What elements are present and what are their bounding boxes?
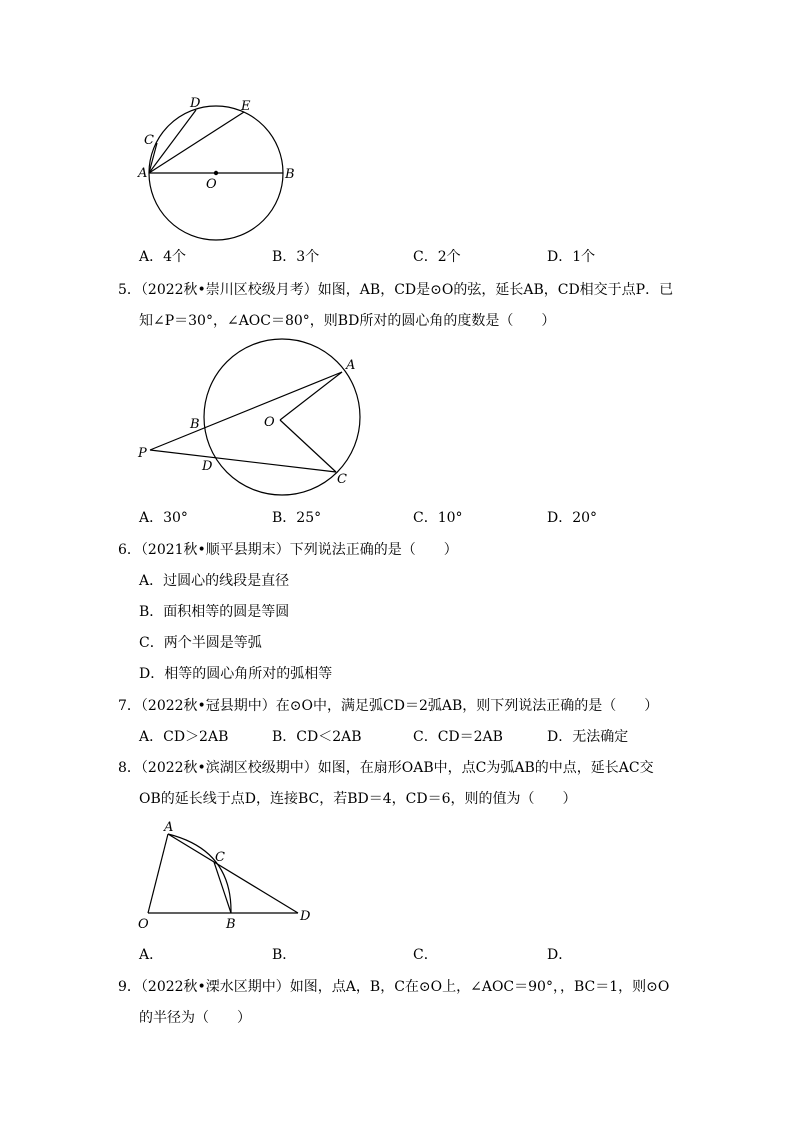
q6-option-c[interactable]: C．两个半圆是等弧 (139, 635, 262, 651)
figure-q5-label-d: D (202, 459, 213, 474)
figure-q5-label-c: C (337, 472, 347, 487)
figure-q5-label-b: B (190, 417, 200, 432)
figure-q5-label-o: O (264, 415, 275, 430)
q6-option-a[interactable]: A．过圆心的线段是直径 (139, 573, 290, 589)
q5-option-c[interactable]: C．10° (413, 510, 463, 526)
q9-stem-line-2: 的半径为（ ） (139, 1010, 251, 1026)
q7-option-b[interactable]: B．CD＜2AB (272, 729, 362, 745)
q5-stem-line-2: 知∠P＝30°，∠AOC＝80°，则BD所对的圆心角的度数是（ ） (139, 313, 556, 329)
q5-option-d[interactable]: D．20° (547, 510, 598, 526)
figure-q8-label-c: C (215, 850, 225, 865)
figure-q8-label-b: B (226, 917, 236, 932)
q8-stem-line-2: OB的延长线于点D，连接BC，若BD＝4，CD＝6，则的值为（ ） (139, 791, 577, 807)
q7-option-d[interactable]: D．无法确定 (547, 729, 629, 745)
figure-q8-radius-oa (148, 834, 168, 913)
figure-1-label-o: O (206, 177, 217, 192)
q7-stem-line-1: 7．（2022秋•冠县期中）在⊙O中，满足弧CD＝2弧AB，则下列说法正确的是（ ） (118, 698, 659, 714)
q8-option-d[interactable]: D． (547, 947, 573, 963)
figure-q8-label-d: D (300, 909, 311, 924)
q5-option-a[interactable]: A．30° (139, 510, 188, 526)
figure-1-option-a[interactable]: A．4个 (139, 249, 187, 265)
figure-q8-line-ad (168, 834, 298, 913)
figure-1-label-c: C (144, 133, 154, 148)
q5-stem-line-1: 5．（2022秋•崇川区校级月考）如图，AB，CD是⊙O的弦，延长AB，CD相交于点P．已 (118, 282, 674, 298)
q6-option-b[interactable]: B．面积相等的圆是等圆 (139, 604, 290, 620)
q7-option-a[interactable]: A．CD＞2AB (139, 729, 229, 745)
q7-option-c[interactable]: C．CD＝2AB (413, 729, 503, 745)
q6-stem-line-1: 6．（2021秋•顺平县期末）下列说法正确的是（ ） (118, 542, 458, 558)
figure-1-option-b[interactable]: B．3个 (272, 249, 320, 265)
q8-option-c[interactable]: C． (413, 947, 438, 963)
figure-q5-label-p: P (138, 446, 147, 461)
q6-option-d[interactable]: D．相等的圆心角所对的弧相等 (139, 666, 333, 682)
figure-1-label-d: D (190, 96, 201, 111)
q8-stem-line-1: 8．（2022秋•滨湖区校级期中）如图，在扇形OAB中，点C为弧AB的中点，延长AC交 (118, 760, 654, 776)
figure-1-label-a: A (138, 166, 148, 181)
q8-option-a[interactable]: A． (139, 947, 164, 963)
figure-q8-label-o: O (138, 917, 149, 932)
q8-option-b[interactable]: B． (272, 947, 297, 963)
figure-1-option-d[interactable]: D．1个 (547, 249, 596, 265)
figure-1-label-b: B (285, 167, 295, 182)
figure-q8-label-a: A (164, 820, 174, 835)
figure-q5-label-a: A (346, 358, 356, 373)
figure-1-option-c[interactable]: C．2个 (413, 249, 461, 265)
q5-option-b[interactable]: B．25° (272, 510, 322, 526)
figure-1-label-e: E (241, 99, 251, 114)
q9-stem-line-1: 9．（2022秋•溧水区期中）如图，点A，B，C在⊙O上，∠AOC＝90°，，BC＝1，则⊙O (118, 979, 670, 995)
figure-q8-arc-ab (168, 834, 231, 913)
